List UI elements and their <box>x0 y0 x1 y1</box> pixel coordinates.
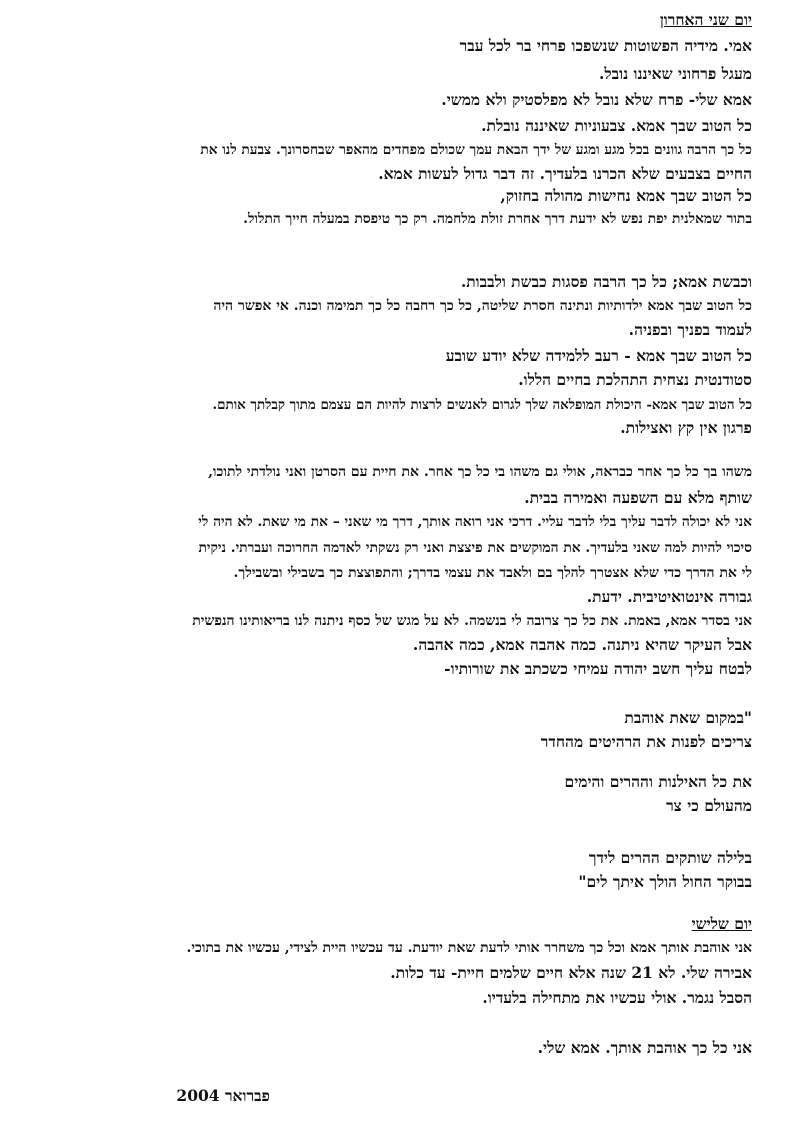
text-line: פרגון אין קץ ואצילות. <box>620 418 752 437</box>
text-line: אבל העיקר שהיא ניתנה. כמה אהבה אמא, כמה אהבה. <box>412 635 752 654</box>
text-line: משהו בך כל כך אחר כבראה, אולי גם משהו בי כל כך אחר. את חיית עם הסרטן ואני נולדתי לתוכו, <box>208 464 752 480</box>
text-line: לבטח עליך חשב יהודה עמיחי כשכתב את שורותיו- <box>444 659 752 678</box>
text-line: כל הטוב שבך אמא ילדותיות ונתינה חסרת שליטה, כל כך רחבה כל כך תמימה וכנה. אי אפשר היה <box>213 298 752 314</box>
poem-line: מהעולם כי צר <box>666 796 752 815</box>
poem-line: בלילה שותקים ההרים לידך <box>588 848 752 867</box>
text-line: שותף מלא עם השפעה ואמירה בבית. <box>524 488 752 507</box>
text-line: אבירה שלי. לא 21 שנה אלא חיים שלמים חיית- עד כלות. <box>390 963 752 982</box>
heading-tuesday: יום שלישי <box>691 914 752 933</box>
poem-line: בבוקר החול הולך איתך לים" <box>578 872 752 891</box>
date-signature: פברואר 2004 <box>176 1086 270 1105</box>
text-line: אמי. מידיה הפשוטות שנשפכו פרחי בר לכל עבר <box>459 36 752 55</box>
text-line: החיים בצבעים שלא הכרנו בלעדיך. זה דבר גדול לעשות אמא. <box>378 164 752 183</box>
poem-line: צריכים לפנות את הרהיטים מהחדר <box>540 732 752 751</box>
text-line: אני אוהבת אותך אמא וכל כך משחרר אותי לדעת שאת יודעת. עד עכשיו היית לצידי, עכשיו את בתוכי. <box>186 940 752 956</box>
text-line: אני כל כך אוהבת אותך. אמא שלי. <box>537 1038 752 1057</box>
text-line: לי את הדרך כדי שלא אצטרך להלך בם ולאבד את עצמי בדרך; והתפוצצת כך בשבילי ובשבילך. <box>233 565 752 581</box>
text-line: כל הטוב שבך אמא נחישות מהולה בחזוק, <box>500 186 752 205</box>
text-line: כל הטוב שבך אמא- היכולת המופלאה שלך לגרום לאנשים לרצות להיות הם עצמם מתוך קבלתך אותם. <box>212 397 752 413</box>
text-line: גבורה אינטואיטיבית. ידעת. <box>586 587 752 606</box>
text-line: בתור שמאלנית יפת נפש לא ידעת דרך אחרת זולת מלחמה. רק כך טיפסת במעלה חייך התלול. <box>243 211 752 227</box>
text-line: אני בסדר אמא, באמת. את כל כך צרובה לי בנשמה. לא על מגש של כסף ניתנה לנו בריאותינו הנפשית <box>192 613 752 629</box>
text-line: אמא שלי- פרח שלא נובל לא מפלסטיק ולא ממשי. <box>441 90 752 109</box>
text-line: מעגל פרחוני שאיננו נובל. <box>599 64 752 83</box>
text-line: הסבל נגמר. אולי עכשיו את מתחילה בלעדיו. <box>482 988 752 1007</box>
text-line: כל כך הרבה גוונים בכל מגע ומגע של ידך הבאת עמך שכולם מפחדים מהאפר שבחסרונך. צבעת לנו את <box>200 142 752 158</box>
text-line: כל הטוב שבך אמא - רעב ללמידה שלא יודע שובע <box>445 346 752 365</box>
text-line: וכבשת אמא; כל כך הרבה פסגות כבשת ולבבות. <box>460 272 752 291</box>
poem-line: את כל האילנות וההרים והימים <box>564 772 752 791</box>
text-line: לעמוד בפניך ובפניה. <box>628 320 752 339</box>
heading-last-monday: יום שני האחרון <box>659 10 752 29</box>
text-line: סיכוי להיות למה שאני בלעדיך. את המוקשים את פיצצת ואני רק נשקתי לאדמה החרוכה ועברתי. ניקית <box>198 540 752 556</box>
text-line: כל הטוב שבך אמא. צבעוניות שאיננה נובלת. <box>481 116 752 135</box>
text-line: אני לא יכולה לדבר עליך בלי לדבר עליי. דרכי אני רואה אותך, דרך מי שאני – את מי שאת. לא היה לי <box>198 514 752 530</box>
poem-line: "במקום שאת אוהבת <box>624 708 752 727</box>
text-line: סטודנטית נצחית התהלכת בחיים הללו. <box>518 370 752 389</box>
